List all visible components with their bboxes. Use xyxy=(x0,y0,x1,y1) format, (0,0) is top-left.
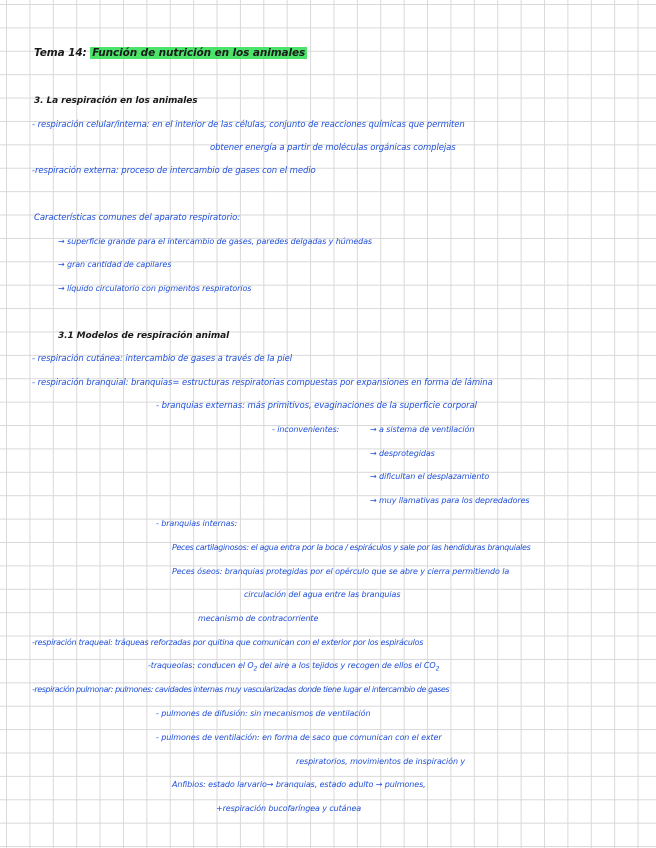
branquias-internas-label: - branquias internas: xyxy=(156,519,238,528)
peces-oseos-line: Peces óseos: branquias protegidas por el opérculo que se abre y cierra permitiendo la xyxy=(172,567,510,576)
respiracion-traqueal-line: -respiración traqueal: tráqueas reforzadas por quitina que comunican con el exterior por los espiráculos xyxy=(32,638,424,647)
page-title xyxy=(34,46,307,60)
traqueolas-text-1: -traqueolas: conducen el O xyxy=(148,661,254,670)
inconvenientes-label: - inconvenientes: xyxy=(272,425,340,434)
title-prefix: Tema 14: xyxy=(34,47,87,59)
co2-subscript: 2 xyxy=(435,665,440,673)
caracteristicas-heading: Características comunes del aparato respiratorio: xyxy=(34,213,240,223)
respiracion-interna-line: - respiración celular/interna: en el interior de las células, conjunto de reacciones químicas que permiten xyxy=(32,120,465,130)
title-highlight: Función de nutrición en los animales xyxy=(92,47,306,59)
branquias-externas-line: - branquias externas: más primitivos, evaginaciones de la superficie corporal xyxy=(156,401,477,411)
caracteristica-item: → líquido circulatorio con pigmentos respiratorios xyxy=(58,284,252,293)
anfibios-cont: +respiración bucofaríngea y cutánea xyxy=(216,804,362,813)
traqueolas-text-2: del aire a los tejidos y recogen de ellos el CO xyxy=(257,661,436,670)
pulmones-difusion-line: - pulmones de difusión: sin mecanismos de ventilación xyxy=(156,709,371,718)
section-3-1-heading: 3.1 Modelos de respiración animal xyxy=(58,331,230,341)
respiracion-interna-cont: obtener energía a partir de moléculas orgánicas complejas xyxy=(210,143,456,153)
o2-subscript: 2 xyxy=(253,665,258,673)
inconveniente-item: → desprotegidas xyxy=(370,449,435,458)
section-3-heading: 3. La respiración en los animales xyxy=(34,96,198,106)
mecanismo-contracorriente: mecanismo de contracorriente xyxy=(198,614,319,623)
inconveniente-item: → a sistema de ventilación xyxy=(370,425,475,434)
caracteristica-item: → gran cantidad de capilares xyxy=(58,260,172,269)
inconveniente-item: → dificultan el desplazamiento xyxy=(370,472,490,481)
pulmones-ventilacion-cont: respiratorios, movimientos de inspiración y xyxy=(296,757,466,766)
anfibios-line: Anfibios: estado larvario→ branquias, estado adulto → pulmones, xyxy=(172,780,426,789)
respiracion-branquial-line: - respiración branquial: branquias= estructuras respiratorias compuestas por expansiones en forma de lámina xyxy=(32,378,493,388)
respiracion-cutanea-line: - respiración cutánea: intercambio de gases a través de la piel xyxy=(32,354,293,364)
respiracion-pulmonar-line: -respiración pulmonar: pulmones: cavidades internas muy vascularizadas donde tiene lugar el intercambio de gases xyxy=(32,685,450,694)
inconveniente-item: → muy llamativas para los depredadores xyxy=(370,496,530,505)
peces-oseos-cont: circulación del agua entre las branquias xyxy=(244,590,401,599)
traqueolas-line xyxy=(148,659,439,677)
respiracion-externa-line: -respiración externa: proceso de intercambio de gases con el medio xyxy=(32,166,316,176)
caracteristica-item: → superficie grande para el intercambio de gases, paredes delgadas y húmedas xyxy=(58,237,373,246)
peces-cartilaginosos-line: Peces cartilaginosos: el agua entra por la boca / espiráculos y sale por las hendiduras branquiales xyxy=(172,543,531,552)
pulmones-ventilacion-line: - pulmones de ventilación: en forma de saco que comunican con el exter xyxy=(156,733,442,742)
